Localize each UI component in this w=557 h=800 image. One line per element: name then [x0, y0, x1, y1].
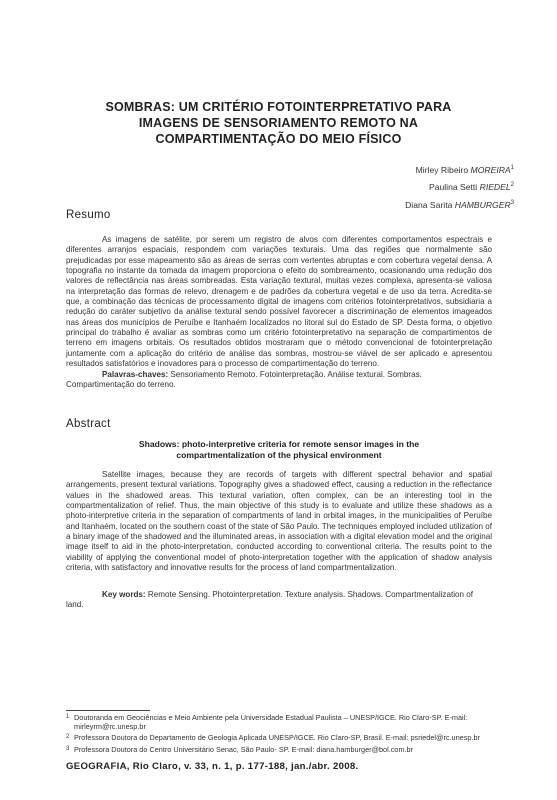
- author-1: [405, 161, 514, 178]
- journal-citation: GEOGRAFIA, Rio Claro, v. 33, n. 1, p. 177-188, jan./abr. 2008.: [66, 761, 359, 772]
- subtitle-line-2: compartmentalization of the physical environment: [176, 450, 382, 460]
- footnote-2: [66, 733, 516, 742]
- author-surname: HAMBURGER: [454, 199, 511, 210]
- resumo-body: [66, 235, 492, 369]
- abstract-keywords: [66, 590, 492, 611]
- title-line-3: COMPARTIMENTAÇÃO DO MEIO FÍSICO: [155, 132, 402, 146]
- abstract-body: [66, 470, 492, 573]
- author-affil: 3: [510, 199, 514, 206]
- resumo-heading: Resumo: [66, 209, 111, 221]
- abstract-subtitle: [66, 439, 492, 461]
- keywords-text: Sensoriamento Remoto. Fotointerpretação. Análise textural. Sombras. Compartimentação do terreno.: [66, 370, 422, 390]
- footnote-number: 1: [66, 714, 70, 720]
- footnote-number: 3: [66, 746, 70, 752]
- keywords-text: Remote Sensing. Photointerpretation. Texture analysis. Shadows. Compartmentalization of land.: [66, 590, 474, 610]
- author-given: Paulina Setti: [428, 182, 480, 193]
- author-list: [405, 161, 514, 213]
- keywords-label: Key words:: [102, 590, 146, 599]
- author-surname: MOREIRA: [470, 164, 511, 175]
- author-2: [405, 178, 514, 195]
- footnote-number: 2: [66, 734, 70, 740]
- author-3: [405, 196, 514, 213]
- subtitle-line-1: Shadows: photo-interpretive criteria for remote sensor images in the: [138, 439, 420, 449]
- abstract-heading: Abstract: [66, 418, 111, 430]
- author-given: Diana Sarita: [405, 199, 455, 210]
- author-affil: 1: [510, 165, 514, 171]
- abstract-text: Satellite images, because they are records of targets with different spectral behavior and spatial arrangements, present textural variations. Topography gives a shadowed effect, causing a reduction in the reflectance values in the shadowed areas. This textural variation, often complex, can be an interesting tool in the compartmentalization of relief. Thus, the main objective of this study is to evaluate and utilize these shadows as a photo-interpretive criteria in the separation of compartments of land in orbital images, in the municipalities of Peruíbe and Itanhaém, located on the southern coast of the state of São Paulo. The techniques employed included utilization of a binary image of the shadowed and the illuminated areas, in association with a digital elevation model and the original image itself to aid in the photo-interpretation, conducted according to conventional criteria. The results point to the viability of applying the conventional model of photo-interpretation together with the application of shadow analysis criteria, with satisfactory and innovative results for the process of land compartmentalization.: [66, 470, 492, 573]
- title-line-1: SOMBRAS: UM CRITÉRIO FOTOINTERPRETATIVO PARA: [105, 100, 452, 114]
- footnote-text: Professora Doutora do Centro Universitário Senac, São Paulo- SP. E-mail: diana.hamburger@bol.com.br: [74, 745, 414, 754]
- keywords-label: Palavras-chaves:: [102, 370, 169, 379]
- footnote-text: Doutoranda em Geociências e Meio Ambiente pela Universidade Estadual Paulista – UNESP/IGCE. Rio Claro-SP. E-mail: mirleyrm@rc.unesp.br: [74, 713, 468, 732]
- resumo-keywords: [66, 370, 492, 391]
- title-line-2: IMAGENS DE SENSORIAMENTO REMOTO NA: [138, 116, 419, 130]
- resumo-text: As imagens de satélite, por serem um registro de alvos com diferentes comportamentos espectrais e diferentes arranjos espaciais, respondem com variações texturais. Uma das regiões que normalmente são prejudicadas por esse mapeamento são as áreas de serras com vertentes abruptas e com cobertura vegetal densa. A topografia no instante da tomada da imagem proporciona o efeito do sombreamento, ocasionando uma redução dos valores de reflectância nas áreas sombreadas. Esta variação textural, muitas vezes complexa, apresenta-se valiosa na interpretação das formas de relevo, drenagem e de padrões da cobertura vegetal e de uso da terra. Acredita-se que, a combinação das técnicas de processamento digital de imagens com critérios fotointerpretativos, subsidiaria a redução do caráter subjetivo da análise textural sendo possível favorecer a discriminação de elementos imageados nas áreas dos municípios de Peruíbe e Itanhaém localizados no litoral sul do Estado de SP. Desta forma, o objetivo principal do trabalho é avaliar as sombras como um critério fotointerpretativo na separação de compartimentos de terreno em imagens orbitais. Os resultados obtidos mostraram que o método convencional de fotointerpretação juntamente com a aplicação do critério de análise das sombras, mostrou-se viável de ser aplicado e apresentou resultados satisfatórios e inovadores para o processo de compartimentação do terreno.: [66, 235, 492, 369]
- author-surname: RIEDEL: [479, 182, 511, 193]
- footnote-3: [66, 745, 516, 754]
- footnote-text: Professora Doutora do Departamento de Geologia Aplicada UNESP/IGCE. Rio Claro-SP, Brasil. E-mail: psriedel@rc.unesp.br: [74, 733, 480, 742]
- author-affil: 2: [510, 182, 514, 189]
- author-given: Mirley Ribeiro: [415, 164, 471, 175]
- paper-title: [60, 99, 497, 147]
- footnote-divider: [66, 710, 150, 711]
- footnote-1: [66, 713, 516, 732]
